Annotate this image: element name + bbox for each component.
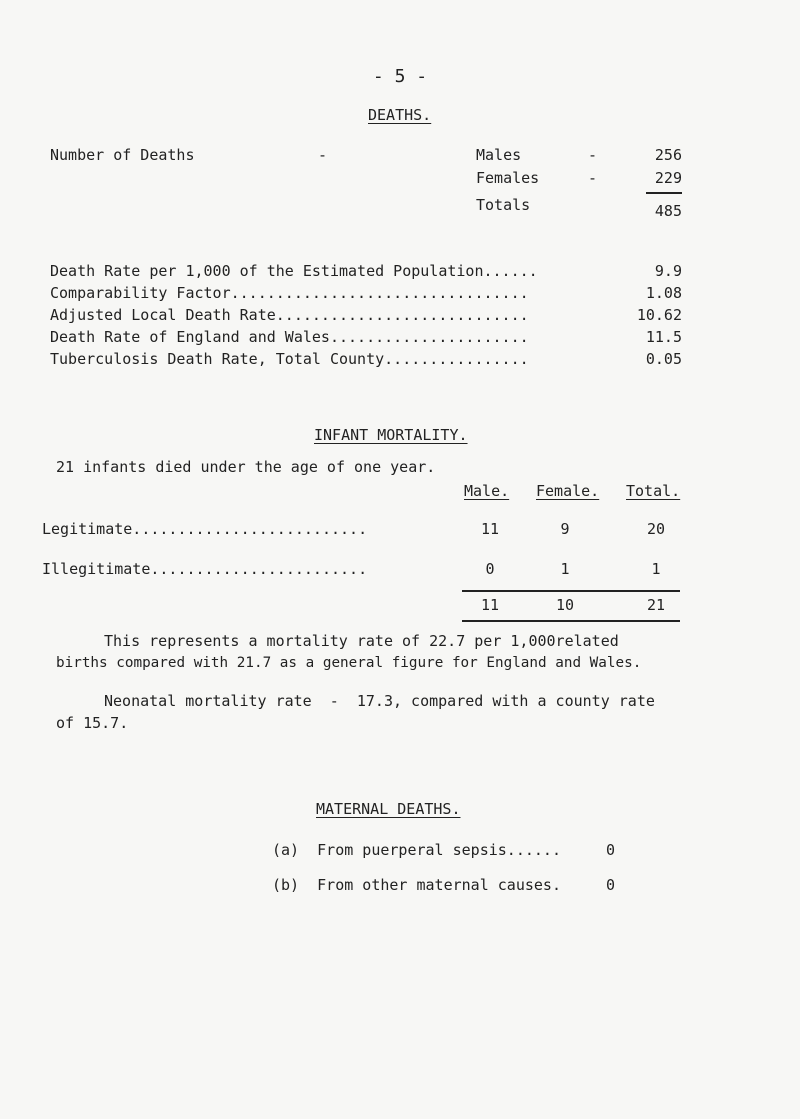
- rate-label: Death Rate per 1,000 of the Estimated Population......: [50, 262, 538, 280]
- neonatal-paragraph-line2: of 15.7.: [56, 714, 129, 732]
- maternal-deaths-heading: MATERNAL DEATHS.: [316, 800, 461, 818]
- number-of-deaths-label: Number of Deaths: [50, 146, 195, 164]
- deaths-heading: DEATHS.: [368, 106, 432, 124]
- illegitimate-female: 1: [560, 560, 570, 578]
- totals-rule: [646, 192, 682, 194]
- rate-label: Adjusted Local Death Rate............................: [50, 306, 529, 324]
- rate-value: 1.08: [645, 284, 682, 302]
- rate-label: Tuberculosis Death Rate, Total County................: [50, 350, 529, 368]
- maternal-item-b-value: 0: [606, 876, 616, 894]
- column-header-male: Male.: [464, 482, 510, 500]
- legitimate-male: 11: [480, 520, 500, 538]
- legitimate-female: 9: [560, 520, 570, 538]
- rate-value: 10.62: [636, 306, 682, 324]
- infant-total-total: 21: [646, 596, 666, 614]
- illegitimate-total: 1: [651, 560, 661, 578]
- males-value: 256: [654, 146, 682, 164]
- males-dash: -: [588, 146, 598, 164]
- totals-value: 485: [654, 202, 682, 220]
- rate-label: Death Rate of England and Wales......................: [50, 328, 529, 346]
- totals-label: Totals: [476, 196, 531, 214]
- maternal-item-a-value: 0: [606, 841, 616, 859]
- column-header-female: Female.: [536, 482, 600, 500]
- females-value: 229: [654, 169, 682, 187]
- infant-mortality-heading: INFANT MORTALITY.: [314, 426, 468, 444]
- legitimate-label: Legitimate..........................: [42, 520, 368, 538]
- infant-total-female: 10: [555, 596, 575, 614]
- females-label: Females: [476, 169, 540, 187]
- number-of-deaths-dash: -: [318, 146, 328, 164]
- column-header-total: Total.: [626, 482, 681, 500]
- rate-value: 11.5: [645, 328, 682, 346]
- maternal-item-b-label: (b) From other maternal causes.: [272, 876, 561, 894]
- legitimate-total: 20: [646, 520, 666, 538]
- illegitimate-male: 0: [485, 560, 495, 578]
- infant-intro: 21 infants died under the age of one year.: [56, 458, 436, 476]
- mortality-rate-paragraph-line1: This represents a mortality rate of 22.7 per 1,000related: [104, 632, 619, 650]
- illegitimate-label: Illegitimate........................: [42, 560, 368, 578]
- mortality-rate-paragraph-line2: births compared with 21.7 as a general figure for England and Wales.: [56, 655, 642, 671]
- infant-totals-rule-bottom: [462, 620, 680, 622]
- rate-value: 0.05: [645, 350, 682, 368]
- page-number: - 5 -: [372, 66, 428, 87]
- rate-value: 9.9: [654, 262, 682, 280]
- males-label: Males: [476, 146, 522, 164]
- females-dash: -: [588, 169, 598, 187]
- infant-total-male: 11: [480, 596, 500, 614]
- maternal-item-a-label: (a) From puerperal sepsis......: [272, 841, 561, 859]
- rate-label: Comparability Factor.................................: [50, 284, 529, 302]
- infant-totals-rule-top: [462, 590, 680, 592]
- neonatal-paragraph-line1: Neonatal mortality rate - 17.3, compared with a county rate: [104, 692, 655, 710]
